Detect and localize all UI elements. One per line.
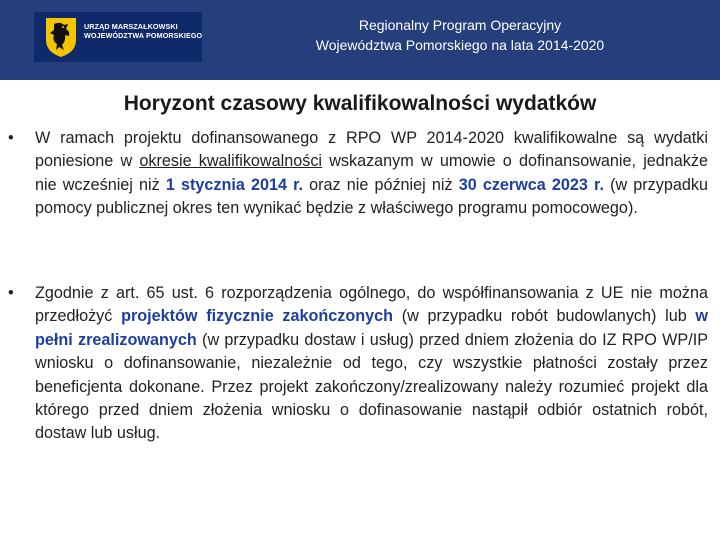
office-name: [84, 22, 202, 40]
program-title: [250, 15, 670, 55]
bullet-dot-icon: •: [8, 284, 14, 302]
office-name-line-1: URZĄD MARSZAŁKOWSKI: [84, 22, 178, 31]
bullet-text: [35, 127, 708, 221]
text-segment: oraz nie później niż: [303, 175, 459, 194]
text-segment: wskazanym w umowie o dofinansowanie, jednakże nie wcześniej niż: [35, 152, 708, 194]
office-logo: [34, 12, 202, 62]
bullet-eligibility-period: [8, 127, 708, 221]
office-name-line-2: WOJEWÓDZTWA POMORSKIEGO: [84, 31, 203, 40]
bullet-text: [35, 282, 708, 446]
start-date: 1 stycznia 2014 r.: [165, 175, 303, 194]
slide-title: Horyzont czasowy kwalifikowalności wydatków: [123, 92, 597, 115]
header-bar: [0, 0, 720, 80]
emphasis-phrase: projektów fizycznie zakończonych: [121, 307, 394, 326]
bullet-completed-projects: [8, 282, 708, 446]
griffin-crest-icon: [44, 16, 78, 58]
program-title-line-1: Regionalny Program Operacyjny: [358, 17, 562, 33]
end-date: 30 czerwca 2023 r.: [458, 175, 604, 194]
text-segment: (w przypadku robót budowlanych) lub: [393, 307, 696, 326]
program-title-line-2: Województwa Pomorskiego na lata 2014-2020: [315, 37, 605, 53]
text-segment: Zgodnie z art. 65 ust. 6 rozporządzenia ogólnego, do współfinansowania z UE nie można przedłożyć: [35, 284, 708, 326]
text-segment: W ramach projektu dofinansowanego z RPO WP 2014-2020 kwalifikowalne są wydatki poniesione w: [35, 129, 708, 171]
text-segment: (w przypadku dostaw i usług) przed dniem złożenia do IZ RPO WP/IP wniosku o dofinansowanie, niezależnie od tego, czy wszystkie płatności zostały przez beneficjenta dokonane. Przez projekt zakończony/zrealizowany należy rozumieć projekt dla którego przed dniem złożenia wniosku o dofinasowanie nastąpił odbiór ostatnich robót, dostaw lub usług.: [35, 330, 708, 443]
text-segment: (w przypadku pomocy publicznej okres ten wynikać będzie z właściwego programu pomocowego).: [35, 175, 708, 218]
underlined-phrase: okresie kwalifikowalności: [139, 152, 323, 171]
bullet-dot-icon: •: [8, 129, 14, 147]
emphasis-phrase: w pełni zrealizowanych: [35, 307, 708, 349]
